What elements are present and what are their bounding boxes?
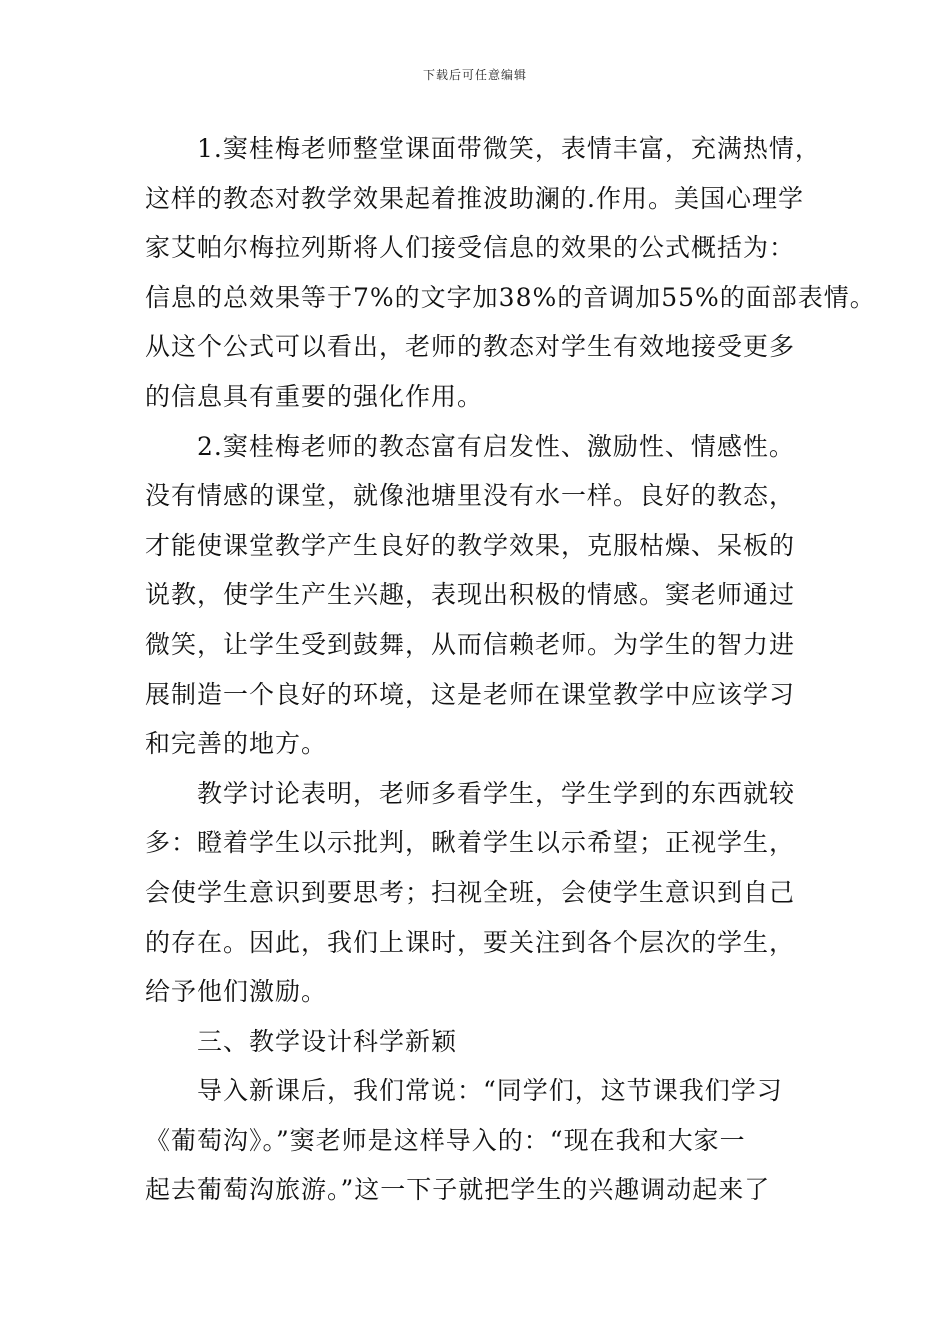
text-line: 展制造一个良好的环境，这是老师在课堂教学中应该学习 xyxy=(145,679,796,709)
text-line: 会使学生意识到要思考；扫视全班，会使学生意识到自己 xyxy=(145,877,796,907)
text-line: 没有情感的课堂，就像池塘里没有水一样。良好的教态， xyxy=(145,481,796,511)
text-line: 《葡萄沟》。”窦老师是这样导入的：“现在我和大家一 xyxy=(145,1125,746,1155)
text-line: 教学讨论表明，老师多看学生，学生学到的东西就较 xyxy=(197,778,796,808)
text-line: 这样的教态对教学效果起着推波助澜的.作用。美国心理学 xyxy=(145,183,804,213)
text-line: 的存在。因此，我们上课时，要关注到各个层次的学生， xyxy=(145,927,796,957)
text-line: 说教，使学生产生兴趣，表现出积极的情感。窦老师通过 xyxy=(145,580,796,610)
text-line: 从这个公式可以看出，老师的教态对学生有效地接受更多 xyxy=(145,332,796,362)
text-line: 微笑，让学生受到鼓舞，从而信赖老师。为学生的智力进 xyxy=(145,629,796,659)
text-line: 家艾帕尔梅拉列斯将人们接受信息的效果的公式概括为： xyxy=(145,233,796,263)
text-line: 导入新课后，我们常说：“同学们，这节课我们学习 xyxy=(197,1076,783,1106)
document-body xyxy=(145,124,876,1215)
page-header: 下载后可任意编辑 xyxy=(422,68,527,82)
text-line: 的信息具有重要的强化作用。 xyxy=(145,381,484,411)
text-line: 起去葡萄沟旅游。”这一下子就把学生的兴趣调动起来了 xyxy=(145,1175,771,1205)
text-line: 2.窦桂梅老师的教态富有启发性、激励性、情感性。 xyxy=(197,431,795,461)
text-line: 给予他们激励。 xyxy=(145,977,328,1007)
text-line: 才能使课堂教学产生良好的教学效果，克服枯燥、呆板的 xyxy=(145,530,796,560)
text-line: 1.窦桂梅老师整堂课面带微笑，表情丰富，充满热情， xyxy=(197,134,821,163)
text-line: 多：瞪着学生以示批判，瞅着学生以示希望；正视学生， xyxy=(145,828,796,858)
text-line: 信息的总效果等于7%的文字加38%的音调加55%的面部表情。 xyxy=(145,282,876,312)
text-line: 三、教学设计科学新颖 xyxy=(197,1026,458,1056)
text-line: 和完善的地方。 xyxy=(145,729,328,759)
